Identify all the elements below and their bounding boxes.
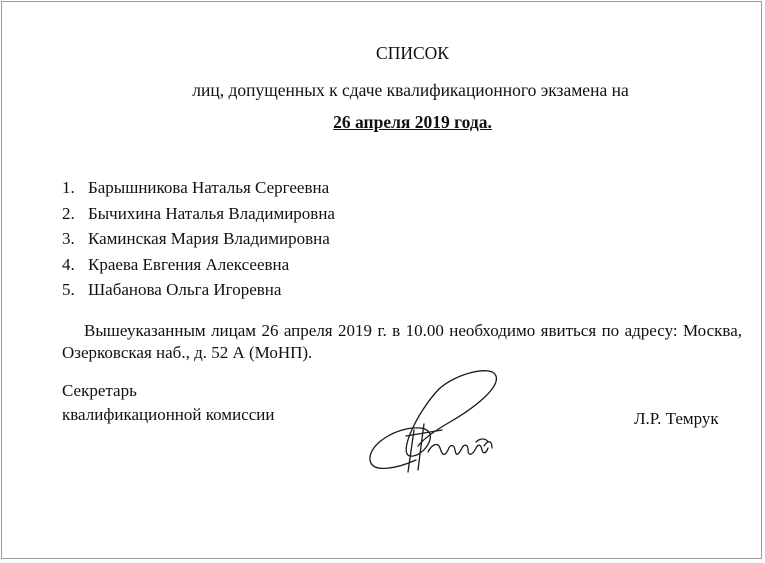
- handwritten-signature-icon: [358, 364, 518, 489]
- list-item-number: 5.: [62, 280, 75, 300]
- list-item-name: Краева Евгения Алексеевна: [88, 254, 290, 274]
- document-subtitle: лиц, допущенных к сдаче квалификационного экзамена на: [192, 80, 629, 100]
- list-item-name: Бычихина Наталья Владимировна: [88, 203, 335, 223]
- list-item: [62, 204, 335, 230]
- signer-title-line: квалификационной комиссии: [62, 405, 275, 424]
- signer-title: [62, 379, 274, 427]
- list-item: [62, 229, 335, 255]
- list-item-name: Каминская Мария Владимировна: [88, 229, 330, 249]
- list-item: [62, 255, 335, 281]
- document-title: СПИСОК: [376, 43, 449, 63]
- admitted-persons-list: [62, 178, 335, 306]
- notice-paragraph: Вышеуказанным лицам 26 апреля 2019 г. в 10.00 необходимо явиться по адресу: Москва, Озерковская наб., д. 52 А (МоНП).: [62, 321, 742, 362]
- list-item-name: Барышникова Наталья Сергеевна: [88, 178, 330, 197]
- list-item-number: 2.: [62, 203, 75, 223]
- signer-name: Л.Р. Темрук: [634, 409, 719, 428]
- list-item-name: Шабанова Ольга Игоревна: [88, 280, 282, 300]
- list-item-number: 3.: [62, 229, 75, 249]
- exam-date: 26 апреля 2019 года.: [333, 112, 492, 132]
- list-item-number: 1.: [62, 178, 75, 197]
- list-item: [62, 178, 335, 204]
- signer-title-line: Секретарь: [62, 381, 137, 400]
- document-page: [1, 1, 762, 559]
- list-item: [62, 280, 335, 306]
- list-item-number: 4.: [62, 254, 75, 274]
